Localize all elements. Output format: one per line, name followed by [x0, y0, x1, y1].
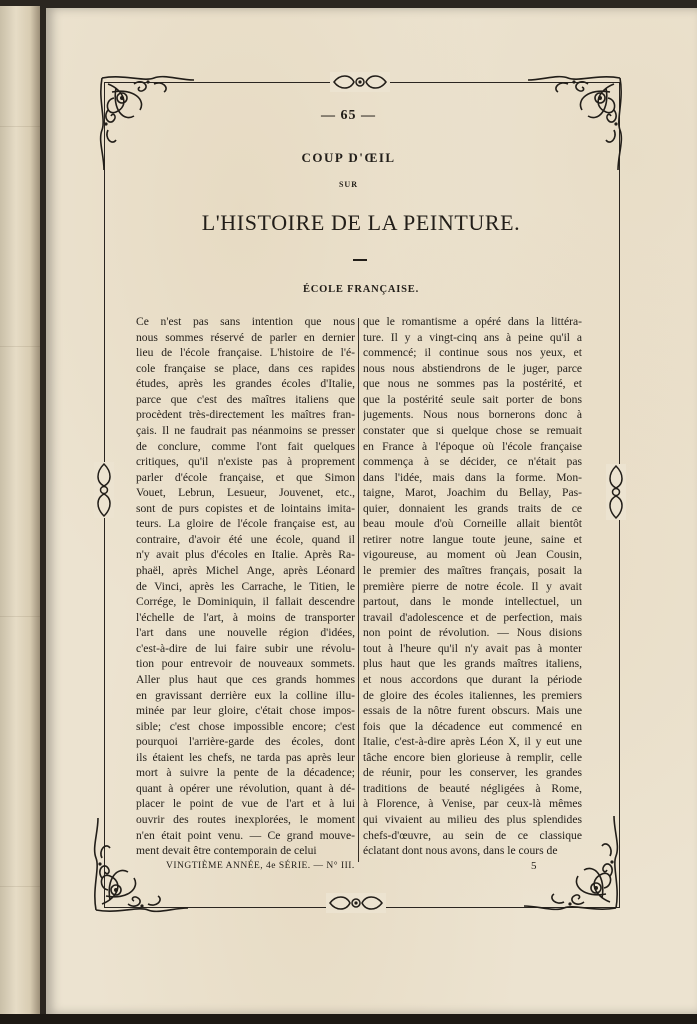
text-line: nous sommes réservé de parler en dernier — [136, 330, 355, 344]
text-line: que la postérité seule sait porter de bons — [363, 392, 582, 406]
text-line: taigne, Marot, Joachim du Bellay, Pas- — [363, 486, 582, 500]
text-line: en gravissant derrière eux la colline illu- — [136, 688, 355, 702]
text-line: éclatant dont nous avons, dans le cours de — [363, 844, 558, 858]
text-line: jugements. Nous nous bornerons donc à — [363, 408, 582, 422]
text-line: commencé; il continue sous nos yeux, et — [363, 346, 582, 360]
text-line: Corrége, le Dominiquin, il fallait descendre — [136, 595, 355, 609]
text-line: tâche encore bien glorieuse à remplir, celle — [363, 750, 582, 764]
text-line: chefs-d'œuvre, au sein de ce classique — [363, 828, 582, 842]
text-line: fois que la décadence eut commencé en — [363, 719, 582, 733]
text-line: c'est-à-dire de lui faire subir une révolu- — [136, 641, 355, 655]
text-line: première pierre de notre école. Il y avait — [363, 579, 582, 593]
text-line: non point de révolution. — Nous disions — [363, 626, 582, 640]
text-line: teurs. La gloire de l'école française est, au — [136, 517, 355, 531]
text-line: de Vinci, après les Carrache, le Titien, le — [136, 579, 355, 593]
page-number: — 65 — — [321, 108, 376, 123]
top-center-flourish-icon — [330, 72, 390, 92]
title-divider — [353, 259, 367, 261]
text-line: partout, dans le monde intellectuel, un — [363, 595, 582, 609]
text-line: Vouet, Lebrun, Lesueur, Jouvenet, etc., — [136, 486, 355, 500]
text-line: parce que c'est des maîtres italiens que — [136, 392, 355, 406]
text-column-left — [136, 314, 355, 859]
text-line: le premier des maîtres français, posait la — [363, 564, 582, 577]
text-line: de gloire des écoles italiennes, les premiers — [363, 688, 582, 702]
text-line: dans l'idée, mais dans la forme. Mon- — [363, 470, 582, 484]
text-line: tout à l'heure qu'il n'y avait pas à monter — [363, 641, 582, 655]
text-line: beau moule d'où Corneille allait bientôt — [363, 517, 582, 531]
text-line: plus haut que les grands maîtres italiens, — [363, 657, 582, 671]
text-line: études, après les grandes écoles d'Italie, — [136, 377, 355, 391]
text-line: constater que si quelque chose se remuait — [363, 423, 582, 437]
text-line: procèdent très-directement les maîtres fran- — [136, 408, 355, 422]
text-line: ouvrir des routes inexplorées, le moment — [136, 813, 355, 826]
text-line: tion pour entrevoir de nouveaux sommets. — [136, 657, 355, 671]
bottom-center-flourish-icon — [326, 893, 386, 913]
left-side-flourish-icon — [94, 462, 114, 518]
text-line: phaël, après Michel Ange, après Léonard — [136, 564, 355, 577]
scan-bottom-edge — [0, 1014, 697, 1024]
article-kicker: COUP D'ŒIL — [301, 150, 396, 165]
text-line: qui vivaient au milieu des plus splendides — [363, 813, 582, 826]
text-line: sont de purs copistes et de lointains imita- — [136, 501, 355, 515]
text-line: vigoureuse, au moment où Jean Cousin, — [363, 548, 582, 562]
text-line: de réunir, pour les conserver, les grandes — [363, 766, 582, 780]
text-line: essais de la nôtre furent obscurs. Mais une — [363, 704, 582, 718]
article-title: L'HISTOIRE DE LA PEINTURE. — [201, 210, 521, 235]
text-line: quier, donnaient les grands traits de ce — [363, 501, 582, 515]
text-line: n'en était point venu. — Ce grand mouve- — [136, 828, 355, 842]
column-divider — [358, 318, 359, 862]
text-line: retirer notre langue toute jeune, saine et — [363, 532, 582, 546]
text-line: ture. Il y a vingt-cinq ans à peine qu'il a — [363, 330, 582, 344]
text-line: commença à se décider, ce n'était pas — [363, 455, 582, 469]
text-line: Italie, c'est-à-dire après Léon X, il y eut une — [363, 735, 582, 749]
text-line: minée par leur gloire, c'était chose impos- — [136, 704, 355, 718]
text-line: placer le point de vue de l'art et à lui — [136, 797, 355, 811]
text-line: çais. Il ne faudrait pas néanmoins se presser — [136, 423, 355, 437]
text-line: ment devait être contemporain de celui — [136, 844, 317, 858]
article-kicker-connector: SUR — [338, 180, 358, 189]
text-column-right — [363, 314, 582, 859]
text-line: que nous ne sommes pas la postérité, et — [363, 377, 582, 391]
signature-mark: 5 — [531, 860, 537, 872]
text-line: à Florence, à Venise, par ceux-là mêmes — [363, 797, 582, 811]
text-line: lieu de l'école française. L'histoire de l'é- — [136, 346, 355, 360]
text-line: traditions de beauté négligées à Rome, — [363, 781, 582, 795]
text-line: parler d'école française, et que Simon — [136, 470, 355, 484]
text-line: n'y avait plus d'écoles en Italie. Après Ra- — [136, 548, 355, 562]
text-line: Aller plus haut que ces grands hommes — [136, 672, 355, 686]
text-line: en France à l'époque où l'école française — [363, 439, 582, 453]
text-line: sible; c'est chose impossible encore; c'est — [136, 719, 355, 733]
text-line: mort à suivre la pente de la décadence; — [136, 766, 355, 780]
section-heading: ÉCOLE FRANÇAISE. — [302, 284, 420, 295]
text-line: critiques, qu'il n'existe pas à proprement — [136, 455, 355, 469]
text-line: ils étaient les chefs, ne tarda pas après leur — [136, 750, 355, 764]
right-side-flourish-icon — [606, 464, 626, 520]
text-line: que le romantisme a opéré dans la littéra- — [363, 315, 582, 328]
text-line: de conclure, comme l'ont fait quelques — [136, 439, 355, 453]
text-line: travail d'adolescence et de perfection, mais — [363, 610, 582, 624]
text-line: cole française se place, dans ces rapides — [136, 361, 355, 375]
text-line: pourquoi l'arrière-garde des écoles, dont — [136, 735, 355, 749]
text-line: et nous accordons que durant la période — [363, 672, 582, 686]
text-line: nous nous abstiendrons de le juger, parce — [363, 361, 582, 375]
text-line: l'échelle de l'art, à moins de transporter — [136, 610, 355, 624]
text-line: Ce n'est pas sans intention que nous — [136, 315, 355, 328]
text-line: l'art dans une nouvelle région d'idées, — [136, 626, 355, 640]
issue-signature: VINGTIÈME ANNÉE, 4e SÉRIE. — N° III. — [166, 861, 355, 871]
text-line: contraire, d'avoir été une école, quand il — [136, 532, 355, 546]
text-line: quant à opérer une révolution, quant à dé- — [136, 781, 355, 795]
